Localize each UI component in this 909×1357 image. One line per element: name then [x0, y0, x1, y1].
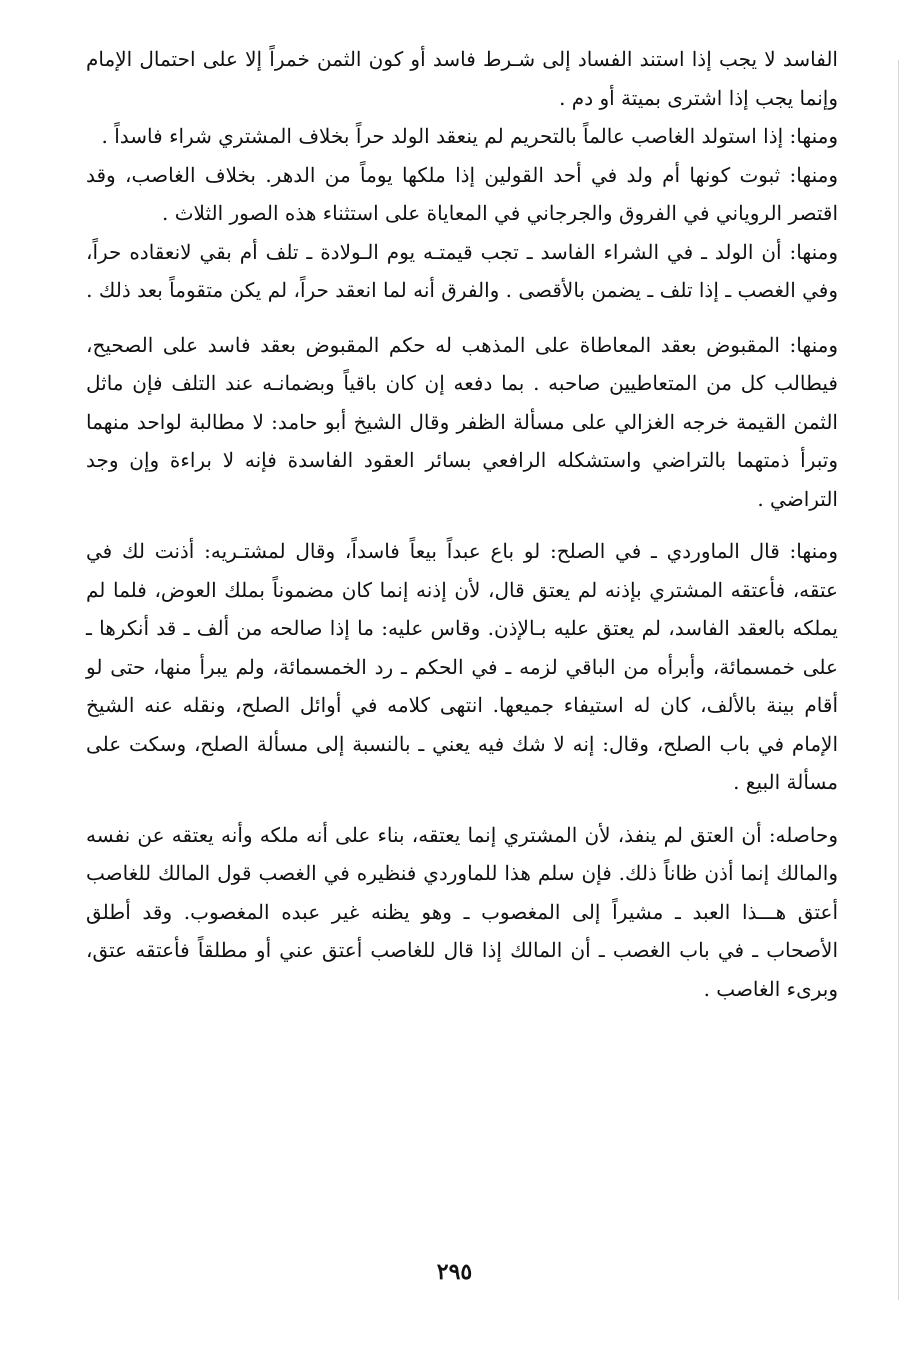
page-body — [86, 40, 838, 1008]
paragraph-4: ومنها: أن الولد ـ في الشراء الفاسد ـ تجب قيمتـه يوم الـولادة ـ تلف أم بقي لانعقاده حراً، وفي الغصب ـ إذا تلف ـ يضمن بالأقصى . والفرق أنه لما انعقد حراً، لم يكن متقوماً بعد ذلك . — [86, 239, 838, 302]
paragraph-6: ومنها: قال الماوردي ـ في الصلح: لو باع عبداً بيعاً فاسداً، وقال لمشتـريه: أذنت لك في عتقه، فأعتقه المشتري بإذنه لم يعتق قال، لأن إذنه إنما كان مضموناً بملك العوض، فلما لم يملكه بالعقد الفاسد، لم يعتق عليه بـالإذن. وقاس عليه: ما إذا صالحه من ألف ـ قد أنكرها ـ على خمسمائة، وأبرأه من الباقي لزمه ـ في الحكم ـ رد الخمسمائة، ولم يبرأ منها، حتى لو أقام بينة بالألف، كان له استيفاء جميعها. انتهى كلامه في أوائل الصلح، ونقله عنه الشيخ الإمام في باب الصلح، وقال: إنه لا شك فيه يعني ـ بالنسبة إلى مسألة الصلح، وسكت على مسألة البيع . — [86, 539, 838, 794]
paragraph-7: وحاصله: أن العتق لم ينفذ، لأن المشتري إنما يعتقه، بناء على أنه ملكه وأنه يعتقه عن نفسه والمالك إنما أذن ظاناً ذلك. فإن سلم هذا للماوردي فنظيره في الغصب قول المالك للغاصب أعتق هـــذا العبد ـ مشيراً إلى المغصوب ـ وهو يظنه غير عبده المغصوب. وقد أطلق الأصحاب ـ في باب الغصب ـ أن المالك إذا قال للغاصب أعتق عني أو مطلقاً فأعتقه عتق، وبرىء الغاصب . — [86, 822, 838, 1001]
page-number: ٢٩٥ — [436, 1259, 473, 1285]
scan-edge-line — [898, 60, 899, 1300]
paragraph-5: ومنها: المقبوض بعقد المعاطاة على المذهب له حكم المقبوض بعقد فاسد على الصحيح، فيطالب كل من المتعاطيين صاحبه . بما دفعه إن كان باقياً وبضمانـه عند التلف فإن ماثل الثمن القيمة خرجه الغزالي على مسألة الظفر وقال الشيخ أبو حامد: لا مطالبة لواحد منهما وتبرأ ذمتهما بالتراضي واستشكله الرافعي بسائر العقود الفاسدة فإنه لا براءة وإن وجد التراضي . — [86, 332, 838, 511]
paragraph-2: ومنها: إذا استولد الغاصب عالماً بالتحريم لم ينعقد الولد حراً بخلاف المشتري شراء فاسداً . — [101, 124, 838, 148]
paragraph-3: ومنها: ثبوت كونها أم ولد في أحد القولين إذا ملكها يوماً من الدهر. بخلاف الغاصب، وقد اقتصر الروياني في الفروق والجرجاني في المعاياة على استثناء هذه الصور الثلاث . — [86, 162, 838, 225]
paragraph-1: الفاسد لا يجب إذا استند الفساد إلى شـرط فاسد أو كون الثمن خمراً إلا على احتمال الإمام وإنما يجب إذا اشترى بميتة أو دم . — [86, 47, 838, 110]
